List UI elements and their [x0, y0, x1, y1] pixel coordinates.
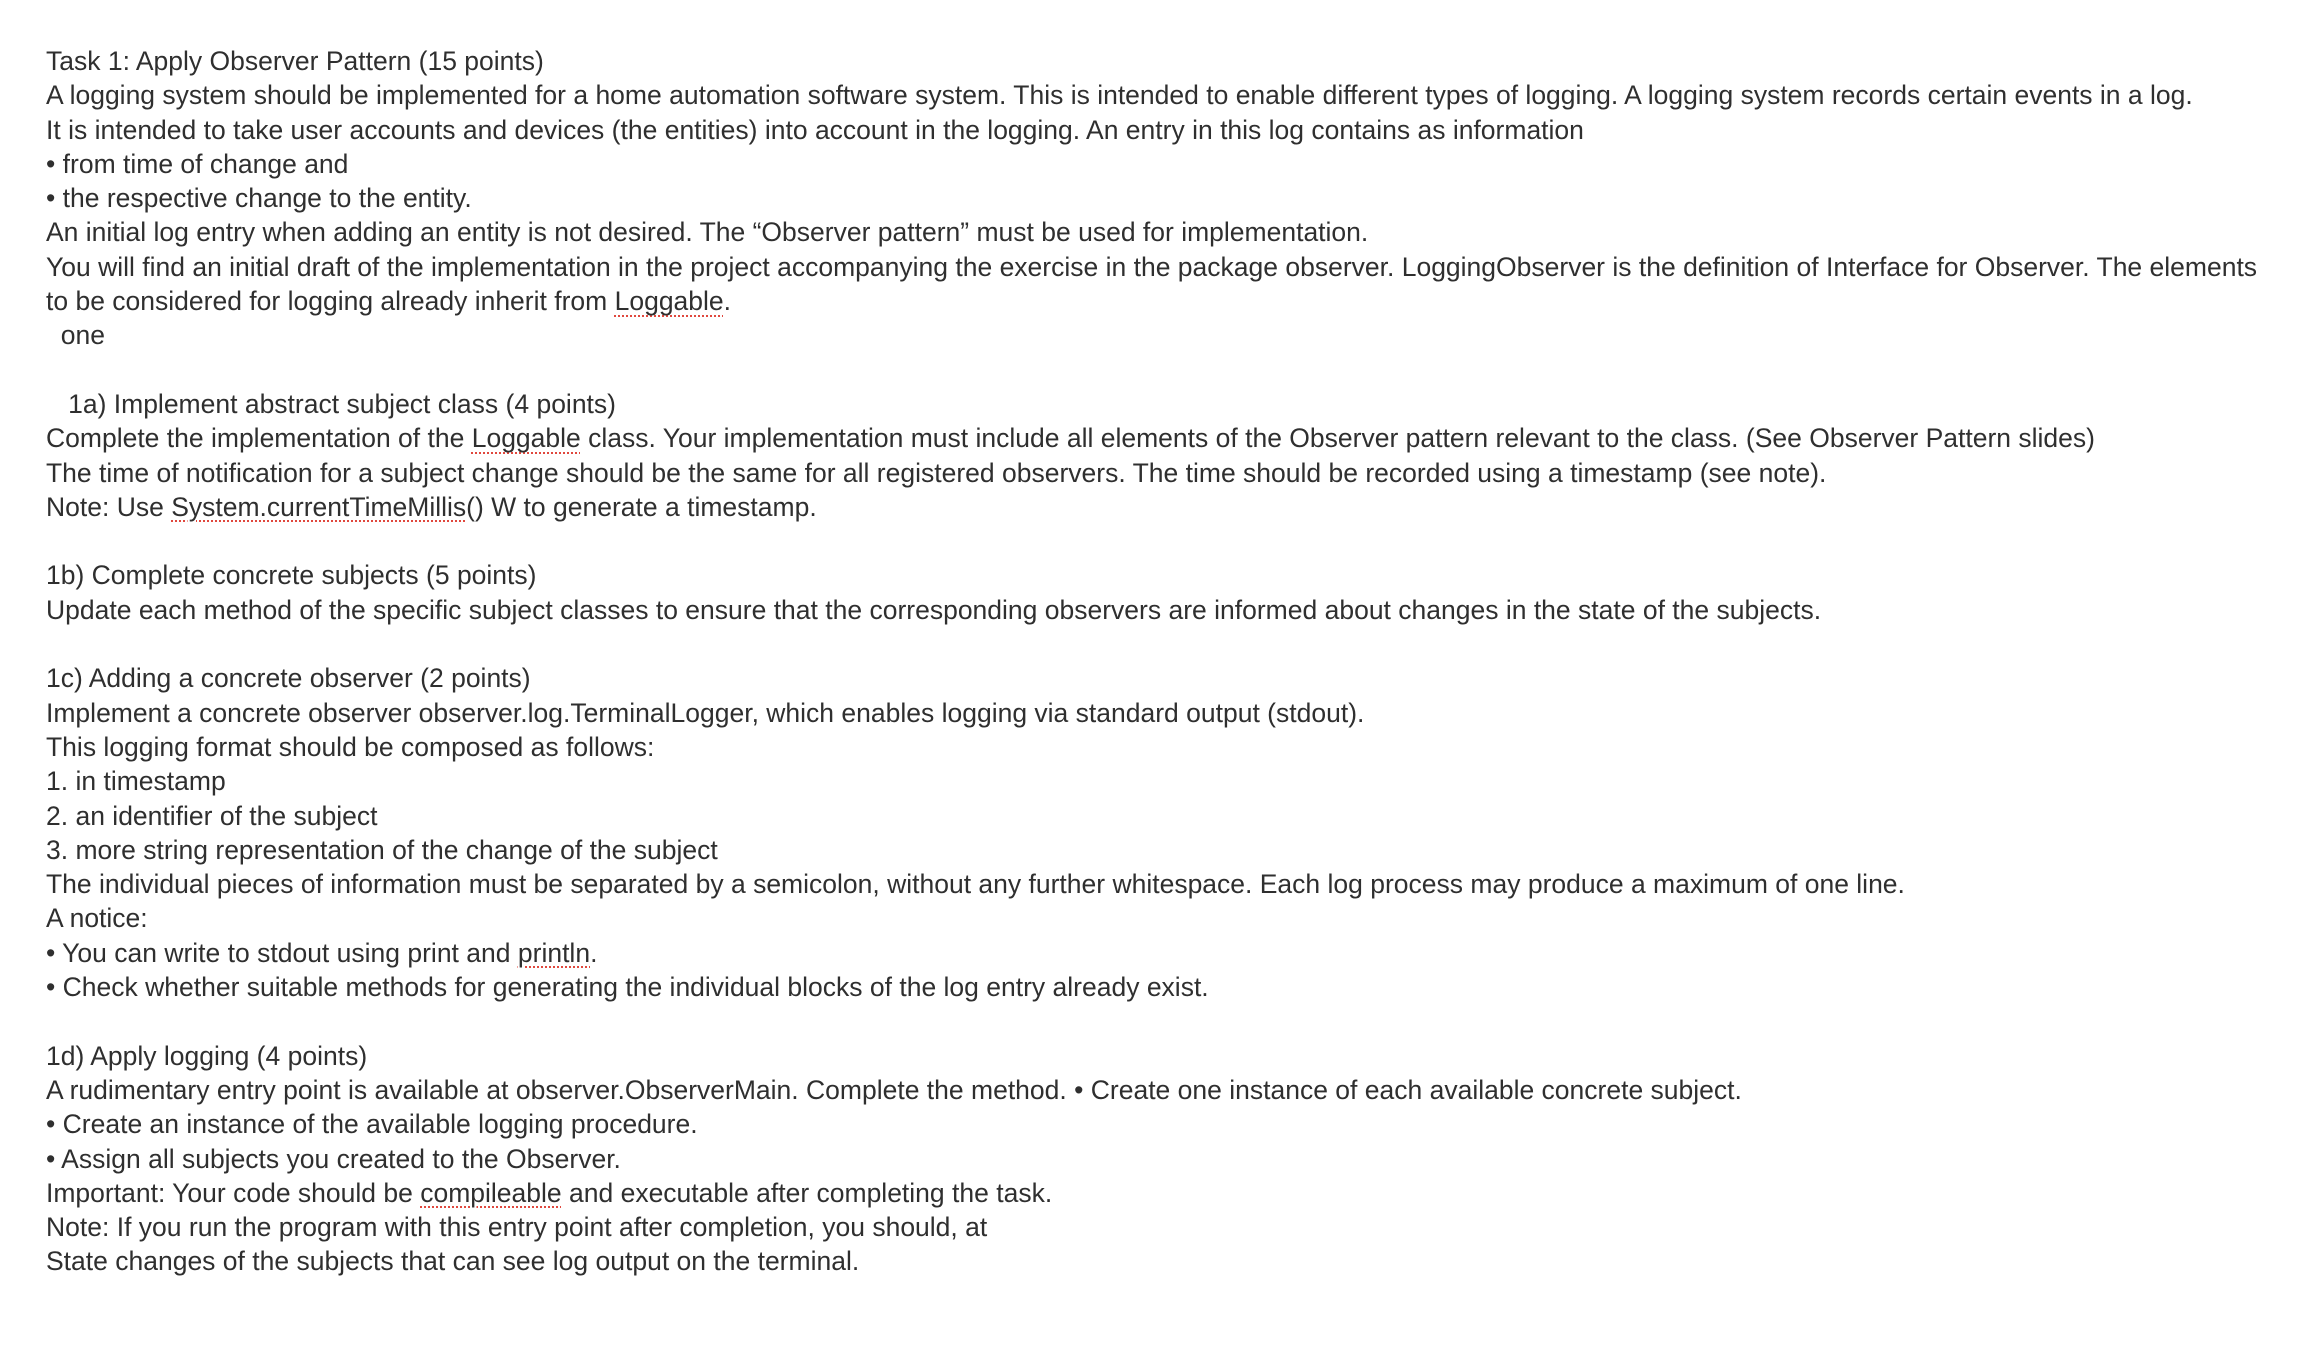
- task1c-line-format: This logging format should be composed as follows:: [46, 731, 655, 762]
- task1-paragraph-entities: It is intended to take user accounts and devices (the entities) into account in the logging. An entry in this log contains as information: [46, 114, 1584, 145]
- text-run: .: [590, 937, 598, 968]
- task1c-numbered-1: 1. in timestamp: [46, 766, 226, 797]
- task1a-line-time: The time of notification for a subject change should be the same for all registered observers. The time should be recorded using a timestamp (see note).: [46, 457, 1827, 488]
- text-run: and executable after completing the task.: [561, 1177, 1053, 1208]
- task1c-title: 1c) Adding a concrete observer (2 points): [46, 663, 531, 694]
- task1c-bullet-methods: • Check whether suitable methods for generating the individual blocks of the log entry already exist.: [46, 972, 1209, 1003]
- blank-line: [46, 1004, 2276, 1038]
- misspelled-word[interactable]: println: [517, 937, 591, 968]
- text-run: Important: Your code should be: [46, 1177, 421, 1208]
- task1c-line-notice: A notice:: [46, 903, 148, 934]
- task1c-line-separator: The individual pieces of information must be separated by a semicolon, without any further whitespace. Each log process may produce a maximum of one line.: [46, 869, 1905, 900]
- blank-line: [46, 353, 2276, 387]
- task1d-line-state: State changes of the subjects that can see log output on the terminal.: [46, 1246, 860, 1277]
- task1b-title: 1b) Complete concrete subjects (5 points): [46, 560, 537, 591]
- task1c-numbered-2: 2. an identifier of the subject: [46, 800, 378, 831]
- task1d-line-note: Note: If you run the program with this entry point after completion, you should, at: [46, 1212, 988, 1243]
- task1d-bullet-assign: • Assign all subjects you created to the Observer.: [46, 1143, 621, 1174]
- misspelled-word[interactable]: Loggable: [471, 423, 581, 454]
- task1d-line-entry: A rudimentary entry point is available at observer.ObserverMain. Complete the method. • Create one instance of each available concrete subject.: [46, 1074, 1742, 1105]
- text-run: • You can write to stdout using print and: [46, 937, 518, 968]
- task1-bullet-change: • the respective change to the entity.: [46, 183, 472, 214]
- task1-title: Task 1: Apply Observer Pattern (15 points): [46, 46, 544, 76]
- text-run: You will find an initial draft of the implementation in the project accompanying the exercise in the package observer. LoggingObserver is the definition of Interface for Observer. The elements to be considered for logging already inherit from: [46, 251, 2265, 317]
- task1a-line-note: [46, 490, 2276, 524]
- text-run: Complete the implementation of the: [46, 423, 472, 454]
- text-run: () W to generate a timestamp.: [466, 491, 817, 522]
- task1b-line-update: Update each method of the specific subject classes to ensure that the corresponding observers are informed about changes in the state of the subjects.: [46, 594, 1822, 625]
- task1d-title: 1d) Apply logging (4 points): [46, 1040, 368, 1071]
- task1-paragraph-draft: [46, 250, 2276, 319]
- task1c-line-implement: Implement a concrete observer observer.log.TerminalLogger, which enables logging via standard output (stdout).: [46, 697, 1365, 728]
- task1c-bullet-stdout: [46, 936, 2276, 970]
- text-run: .: [723, 286, 732, 317]
- blank-line: [46, 524, 2276, 558]
- task1-paragraph-pattern: An initial log entry when adding an entity is not desired. The “Observer pattern” must be used for implementation.: [46, 217, 1369, 248]
- misspelled-word[interactable]: Loggable: [614, 286, 724, 317]
- task1a-title: 1a) Implement abstract subject class (4 points): [46, 388, 616, 419]
- blank-line: [46, 627, 2276, 661]
- task1d-line-important: [46, 1176, 2276, 1210]
- text-run: Note: Use: [46, 491, 172, 522]
- text-run: class. Your implementation must include all elements of the Observer pattern relevant to the class. (See Observer Pattern slides): [580, 423, 2095, 454]
- task1-bullet-time: • from time of change and: [46, 148, 349, 179]
- task1-paragraph-intro: A logging system should be implemented for a home automation software system. This is intended to enable different types of logging. A logging system records certain events in a log.: [46, 80, 2193, 111]
- document-body: [46, 44, 2276, 1279]
- task1a-line-complete: [46, 421, 2276, 455]
- misspelled-word[interactable]: System.currentTimeMillis: [171, 491, 467, 522]
- misspelled-word[interactable]: compileable: [420, 1177, 562, 1208]
- task1d-bullet-instance: • Create an instance of the available logging procedure.: [46, 1109, 698, 1140]
- task1-stray-text: one: [46, 320, 105, 351]
- task1c-numbered-3: 3. more string representation of the change of the subject: [46, 834, 718, 865]
